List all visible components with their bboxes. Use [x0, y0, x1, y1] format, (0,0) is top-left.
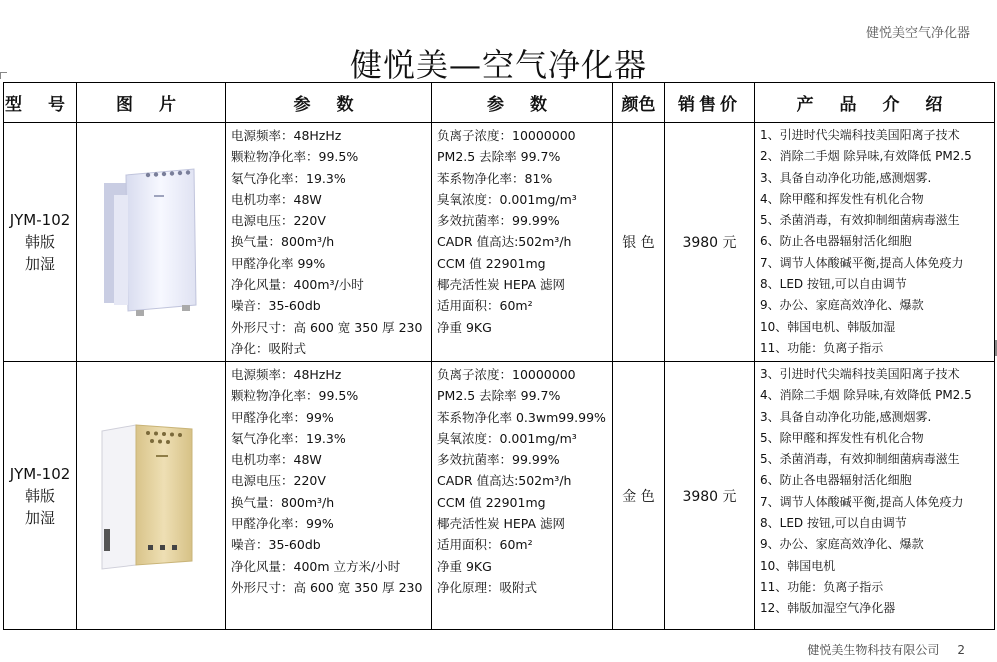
param-line: 甲醛净化率：99%: [231, 516, 334, 532]
intro-line: 3、具备自动净化功能,感测烟雾.: [760, 409, 932, 424]
intro-line: 10、韩国电机、韩版加湿: [760, 319, 896, 334]
params-cell-2: [432, 123, 613, 362]
param-line: 多效抗菌率：99.99%: [437, 213, 560, 229]
intro-line: 12、韩版加湿空气净化器: [760, 601, 896, 616]
param-line: 噪音：35-60db: [231, 537, 321, 553]
param-line: 外形尺寸：高 600 宽 350 厚 230: [231, 579, 423, 595]
color-cell: 银 色: [613, 123, 665, 362]
intro-cell: [755, 123, 995, 362]
params-cell-1: [226, 123, 432, 362]
header-image: 图 片: [77, 83, 226, 123]
param-line: 净化：吸附式: [231, 340, 307, 356]
page-number: 2: [957, 643, 965, 657]
header-params-2: 参 数: [432, 83, 613, 123]
intro-line: 4、除甲醛和挥发性有机化合物: [760, 191, 924, 206]
model-cell: [4, 362, 77, 630]
param-line: 甲醛净化率：99%: [231, 409, 334, 425]
params-cell-1: [226, 362, 432, 630]
table-row: [4, 123, 995, 362]
param-line: 氡气净化率：19.3%: [231, 170, 346, 186]
model-variant: 韩版: [24, 233, 55, 251]
param-line: 换气量：800m³/h: [231, 494, 335, 510]
product-spec-table: [3, 82, 995, 630]
model-feature: 加湿: [24, 255, 55, 273]
intro-line: 11、功能：负离子指示: [760, 340, 884, 355]
param-line: 椰壳活性炭 HEPA 滤网: [437, 277, 566, 293]
intro-line: 1、引进时代尖端科技美国阳离子技术: [760, 128, 960, 142]
product-image-cell: [77, 123, 226, 362]
intro-line: 8、LED 按钮,可以自由调节: [760, 277, 907, 292]
param-line: CCM 值 22901mg: [437, 255, 546, 271]
param-line: 净化风量：400m³/小时: [231, 277, 364, 293]
intro-line: 5、杀菌消毒，有效抑制细菌病毒滋生: [760, 452, 960, 467]
param-line: 电机功率：48W: [231, 452, 322, 468]
param-line: 多效抗菌率：99.99%: [437, 452, 560, 468]
intro-line: 5、除甲醛和挥发性有机化合物: [760, 430, 924, 445]
header-params-1: 参 数: [226, 83, 432, 123]
intro-line: 6、防止各电器辐射活化细胞: [760, 234, 912, 249]
intro-line: 11、功能：负离子指示: [760, 579, 884, 594]
param-line: 净重 9KG: [437, 558, 492, 574]
param-line: 净化原理：吸附式: [437, 579, 538, 595]
param-line: 甲醛净化率 99%: [231, 255, 326, 271]
param-line: 电源电压：220V: [231, 473, 326, 489]
price-cell: 3980 元: [665, 362, 755, 630]
param-line: CADR 值高达:502m³/h: [437, 234, 572, 250]
intro-line: 6、防止各电器辐射活化细胞: [760, 473, 912, 488]
header-price: 销售价: [665, 83, 755, 123]
intro-line: 5、杀菌消毒，有效抑制细菌病毒滋生: [760, 213, 960, 228]
param-line: 净重 9KG: [437, 319, 492, 335]
param-line: 适用面积：60m²: [437, 537, 533, 553]
intro-line: 8、LED 按钮,可以自由调节: [760, 516, 907, 531]
intro-line: 4、消除二手烟 除异味,有效降低 PM2.5: [760, 388, 972, 403]
page-header-text: 健悦美空气净化器: [865, 26, 970, 41]
param-line: 臭氧浓度：0.001mg/m³: [437, 191, 577, 207]
param-line: 电源频率：48HzHz: [231, 367, 342, 382]
param-line: 电源电压：220V: [231, 213, 326, 229]
param-line: 换气量：800m³/h: [231, 234, 335, 250]
model-name: JYM-102: [9, 211, 71, 229]
param-line: CCM 值 22901mg: [437, 494, 546, 510]
color-cell: 金 色: [613, 362, 665, 630]
param-line: 椰壳活性炭 HEPA 滤网: [437, 516, 566, 532]
param-line: PM2.5 去除率 99.7%: [437, 149, 561, 165]
header-intro: 产 品 介 绍: [755, 83, 995, 123]
header-color: 颜色: [613, 83, 665, 123]
model-feature: 加湿: [24, 508, 55, 527]
intro-line: 3、具备自动净化功能,感测烟雾.: [760, 170, 932, 185]
intro-line: 2、消除二手烟 除异味,有效降低 PM2.5: [760, 149, 972, 164]
param-line: 臭氧浓度：0.001mg/m³: [437, 430, 577, 446]
model-cell: [4, 123, 77, 362]
param-line: 净化风量：400m 立方米/小时: [231, 558, 401, 574]
intro-line: 7、调节人体酸碱平衡,提高人体免疫力: [760, 255, 964, 270]
product-image-cell: [77, 362, 226, 630]
param-line: 苯系物净化率：81%: [437, 170, 553, 186]
param-line: 噪音：35-60db: [231, 298, 321, 314]
header-model: 型 号: [4, 83, 77, 123]
param-line: 颗粒物净化率：99.5%: [231, 149, 359, 165]
param-line: 适用面积：60m²: [437, 298, 533, 314]
price-cell: 3980 元: [665, 123, 755, 362]
param-line: PM2.5 去除率 99.7%: [437, 388, 561, 404]
model-variant: 韩版: [24, 486, 55, 505]
model-name: JYM-102: [9, 464, 71, 483]
intro-line: 10、韩国电机: [760, 558, 836, 573]
table-header-row: [4, 83, 995, 123]
intro-line: 3、引进时代尖端科技美国阳离子技术: [760, 367, 960, 381]
param-line: 电源频率：48HzHz: [231, 128, 342, 143]
param-line: 负离子浓度：10000000: [437, 128, 576, 143]
params-cell-2: [432, 362, 613, 630]
intro-line: 9、办公、家庭高效净化、爆款: [760, 537, 924, 552]
intro-cell: [755, 362, 995, 630]
page-footer: [807, 641, 965, 658]
param-line: 电机功率：48W: [231, 191, 322, 207]
param-line: 负离子浓度：10000000: [437, 367, 576, 382]
param-line: 苯系物净化率 0.3wm99.99%: [437, 409, 606, 425]
intro-line: 9、办公、家庭高效净化、爆款: [760, 298, 924, 313]
param-line: 氡气净化率：19.3%: [231, 430, 346, 446]
air-purifier-image: [96, 409, 206, 579]
intro-line: 7、调节人体酸碱平衡,提高人体免疫力: [760, 494, 964, 509]
footer-company: 健悦美生物科技有限公司: [807, 643, 940, 657]
param-line: 外形尺寸：高 600 宽 350 厚 230: [231, 319, 423, 335]
param-line: CADR 值高达:502m³/h: [437, 473, 572, 489]
param-line: 颗粒物净化率：99.5%: [231, 388, 359, 404]
table-row: [4, 362, 995, 630]
air-purifier-image: [96, 155, 206, 325]
document-title: 健悦美—空气净化器: [349, 46, 647, 84]
